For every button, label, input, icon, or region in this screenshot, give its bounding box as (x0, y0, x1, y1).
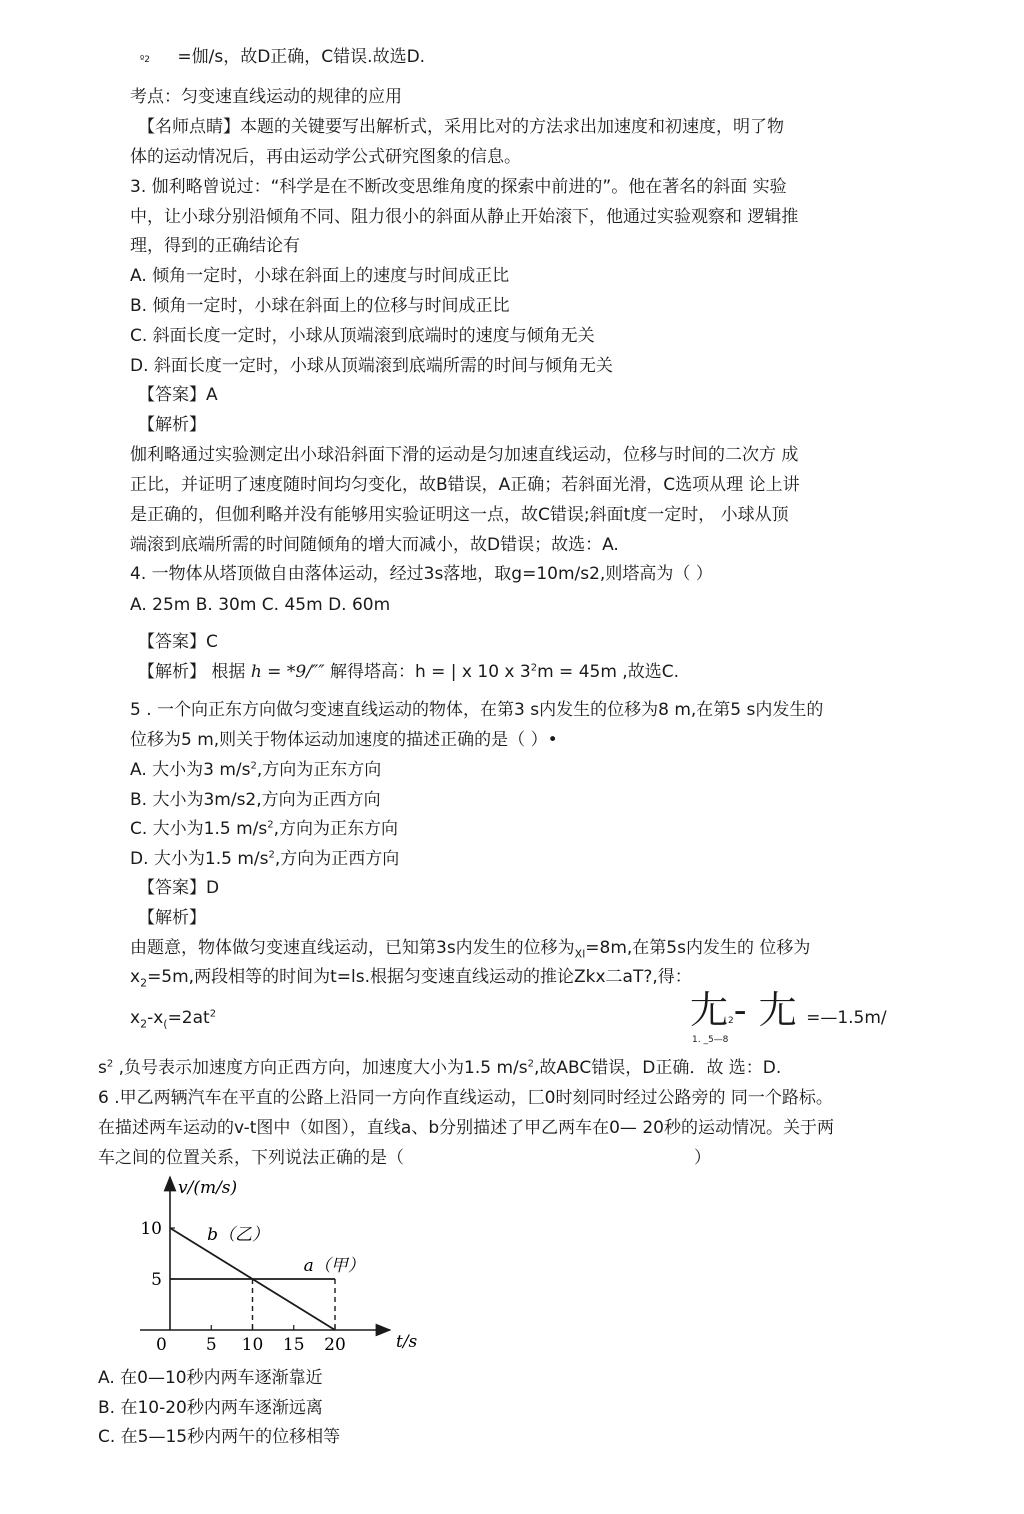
text-span: s (98, 1058, 107, 1078)
q5-explanation-1 (130, 937, 810, 959)
q3-stem-1: 3. 伽利略曾说过：“科学是在不断改变思维角度的探索中前进的”。他在著名的斜面 实验 (130, 177, 787, 197)
q4-analysis-label: 【解析】 根据 (138, 662, 246, 682)
text-span: =2at (167, 1008, 210, 1028)
option-text: ,方向为正东方向 (273, 819, 399, 839)
x-tick-label: 10 (241, 1335, 264, 1355)
superscript: 2 (250, 760, 257, 772)
q4-answer: 【答案】C (138, 632, 218, 652)
mingshi-line-2: 体的运动情况后，再由运动学公式研究图象的信息。 (130, 147, 521, 167)
text-span: 车之间的位置关系，下列说法正确的是（ (98, 1148, 404, 1168)
q6-stem-2: 在描述两车运动的v-t图中（如图），直线a、b分别描述了甲乙两车在0— 20秒的运动情况。关于两 (98, 1118, 834, 1138)
superscript: 2 (268, 849, 275, 861)
q5-option-c (130, 818, 398, 840)
option-text: ,方向为正西方向 (274, 849, 400, 869)
formula-glyph: - 尢 (733, 988, 797, 1032)
subscript: 2 (140, 1017, 148, 1031)
text-span: =8m,在第5s内发生的 位移为 (585, 938, 811, 958)
q5-stem-1: 5 . 一个向正东方向做匀变速直线运动的物体，在第3 s内发生的位移为8 m,在第5 s内发生的 (130, 700, 824, 720)
q3-stem-2: 中，让小球分别沿倾角不同、阻力很小的斜面从静止开始滚下，他通过实验观察和 逻辑推 (130, 207, 799, 227)
y-axis-label: v/(m/s) (178, 1178, 238, 1198)
q3-option-a: A. 倾角一定时，小球在斜面上的速度与时间成正比 (130, 266, 510, 286)
q4-options: A. 25m B. 30m C. 45m D. 60m (130, 595, 391, 615)
q5-analysis-label: 【解析】 (138, 908, 206, 928)
q3-explanation-4: 端滚到底端所需的时间随倾角的增大而减小，故D错误；故选：A. (130, 535, 619, 555)
q5-stem-2: 位移为5 m,则关于物体运动加速度的描述正确的是（ ）• (130, 730, 558, 750)
q5-option-d (130, 848, 399, 870)
y-tick-label: 10 (140, 1219, 162, 1239)
y-tick-label: 5 (151, 1270, 162, 1290)
text-span: 由题意，物体做匀变速直线运动，已知第3s内发生的位移为 (130, 938, 575, 958)
superscript: 2 (267, 819, 274, 831)
text-span: =5m,两段相等的时间为t=ls.根据匀变速直线运动的推论Zkx二aT?,得： (147, 967, 692, 987)
q3-explanation-1: 伽利略通过实验测定出小球沿斜面下滑的运动是匀加速直线运动，位移与时间的二次方 成 (130, 445, 799, 465)
option-text: A. 大小为3 m/s (130, 760, 251, 780)
subscript: 2 (140, 976, 148, 990)
q6-option-b: B. 在10-20秒内两车逐渐远离 (98, 1398, 323, 1418)
q3-answer: 【答案】A (138, 385, 218, 405)
q6-option-c: C. 在5—15秒内两午的位移相等 (98, 1427, 341, 1447)
x-tick-label: 15 (282, 1335, 305, 1355)
q6-stem-1: 6 .甲乙两辆汽车在平直的公路上沿同一方向作直线运动，匚0时刻同时经过公路旁的 同一个路标。 (98, 1088, 833, 1108)
series-label: b（乙） (207, 1225, 270, 1245)
q5-explanation-4 (98, 1057, 781, 1079)
q4-formula: h = *9/″″ (250, 662, 325, 682)
formula-fragment: º2 (140, 55, 150, 65)
q5-answer: 【答案】D (138, 878, 220, 898)
x-axis-label: t/s (396, 1332, 418, 1352)
kaodian-line: 考点：匀变速直线运动的规律的应用 (130, 87, 402, 107)
q5-option-a (130, 759, 381, 781)
q4-result-end: m = 45m ,故选C. (537, 662, 679, 682)
superscript: 2 (106, 1058, 114, 1070)
option-text: D. 大小为1.5 m/s (130, 849, 269, 869)
text-span: ） (694, 1148, 711, 1168)
text-span: x (130, 967, 141, 987)
text-line (140, 46, 425, 71)
subscript: Xl (574, 947, 586, 961)
option-text: ,方向为正东方向 (256, 760, 382, 780)
subscript: 2 (728, 1016, 734, 1026)
x-tick-label: 20 (324, 1335, 346, 1355)
q4-analysis (138, 661, 679, 683)
q3-stem-3: 理，得到的正确结论有 (130, 236, 300, 256)
x-tick-label: 0 (156, 1335, 167, 1355)
text-span: ,故ABC错误，D正确．故 选：D. (534, 1058, 782, 1078)
q4-result: 解得塔高：h = | x 10 x 3 (329, 662, 531, 682)
q5-formula-left (130, 1007, 216, 1029)
text-span: ,负号表示加速度方向正西方向，加速度大小为1.5 m/s (113, 1058, 528, 1078)
vt-chart (120, 1165, 430, 1360)
superscript: 2 (527, 1058, 535, 1070)
q3-analysis-label: 【解析】 (138, 415, 206, 435)
option-text: C. 大小为1.5 m/s (130, 819, 268, 839)
superscript: 2 (530, 662, 538, 674)
q5-option-b: B. 大小为3m/s2,方向为正西方向 (130, 790, 381, 810)
formula-denominator: 1. _5—8 (692, 1035, 729, 1045)
x-tick-label: 5 (205, 1335, 217, 1355)
q6-option-a: A. 在0—10秒内两车逐渐靠近 (98, 1368, 323, 1388)
superscript: 2 (209, 1008, 217, 1020)
formula-result: =—1.5m/ (806, 1008, 887, 1028)
formula-glyph: 尢 (690, 988, 729, 1032)
text-span: =伽/s，故D正确，C错误.故选D. (177, 47, 426, 67)
series-label: a（甲） (303, 1256, 365, 1276)
text-span: x (130, 1008, 141, 1028)
q5-explanation-2 (130, 966, 692, 988)
q4-stem: 4. 一物体从塔顶做自由落体运动，经过3s落地，取g=10m/s2,则塔高为（ ） (130, 564, 713, 584)
mingshi-line-1: 【名师点睛】本题的关键要写出解析式，采用比对的方法求出加速度和初速度，明了物 (138, 117, 784, 137)
q3-option-b: B. 倾角一定时，小球在斜面上的位移与时间成正比 (130, 296, 510, 316)
q3-option-d: D. 斜面长度一定时，小球从顶端滚到底端所需的时间与倾角无关 (130, 356, 613, 376)
subscript: ( (163, 1017, 168, 1031)
q3-explanation-3: 是正确的，但伽利略并没有能够用实验证明这一点，故C错误;斜面t度一定时， 小球从顶 (130, 505, 789, 525)
q3-explanation-2: 正比，并证明了速度随时间均匀变化，故B错误，A正确；若斜面光滑，C选项从理 论上讲 (130, 475, 800, 495)
text-span: -x (147, 1008, 164, 1028)
q3-option-c: C. 斜面长度一定时，小球从顶端滚到底端时的速度与倾角无关 (130, 326, 595, 346)
